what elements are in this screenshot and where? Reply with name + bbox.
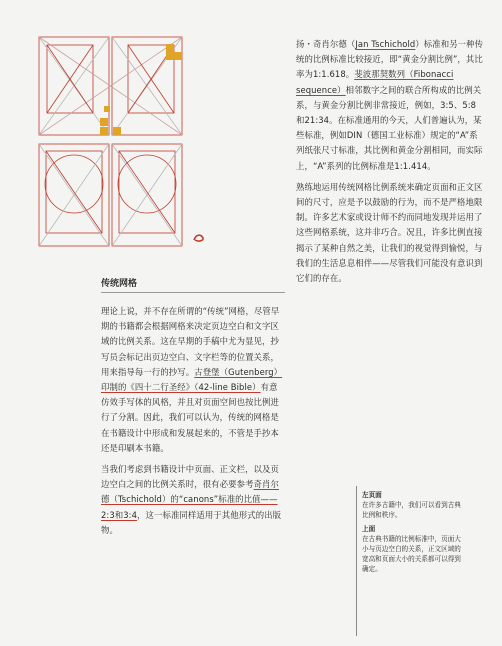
section-heading: 传统网格 <box>101 276 285 293</box>
caption-title-above: 上面 <box>362 525 376 533</box>
highlight-jan-tschichold: Jan Tschichold <box>355 39 416 49</box>
sidebar-caption <box>362 490 462 574</box>
right-text-column <box>296 37 484 286</box>
left-text-column <box>101 304 285 538</box>
right-paragraph-2: 熟练地运用传统网格比例系统来确定页面和正文区间的尺寸，应是予以鼓励的行为，而不是严格地限制。许多艺术家或设计师不约而同地发现并运用了这些网格系统，这并非巧合。况且，许多比例直接揭示了某种自然之美，让我们的视觉得到愉悦，与我们的生活息息相伴——尽管我们可能没有意识到它们的存在。 <box>296 181 483 284</box>
caption-text-above: 在古典书籍的比例标准中，页面大小与页边空白的关系，正文区域的宽高和页面大小的关系都可以得到确定。 <box>362 535 461 573</box>
highlight-fibonacci: 斐波那契数列（Fibonacci sequence） <box>296 69 454 95</box>
red-scribble-mark <box>192 233 206 243</box>
caption-title-left-page: 左页面 <box>362 491 382 499</box>
left-paragraph-1: 理论上说，并不存在所谓的“传统”网格，尽管早期的书籍都会根据网格来决定页边空白和文字区域的比例关系。这在早期的手稿中尤为显见，抄写员会标记出页边空白、文字栏等的位置关系，用来指导每一行的抄写。古登堡（Gutenberg）印制的《四十二行圣经》（42-line Bible）有意仿效手写体的风格，并且对页面空间也按比例进行了分割。因此，我们可以认为，传统的网格是在书籍设计中形成和发展起来的，不管是手抄本还是印刷本书籍。 <box>101 306 283 453</box>
highlight-gutenberg: 古登堡（Gutenberg）印制的《四十二行圣经》（42-line Bible） <box>101 366 283 393</box>
left-paragraph-2: 当我们考虑到书籍设计中页面、正文栏，以及页边空白之间的比例关系时，很有必要参考奇肖尔德（Tschichold）的“canons”标准的比值——2:3和3:4，这一标准同样适用于其他形式的出版物。 <box>101 464 282 535</box>
sidebar-divider <box>356 486 357 636</box>
canon-grid-illustration <box>38 36 184 248</box>
grid-diagrams <box>38 36 184 248</box>
caption-text-left-page: 在许多古籍中，我们可以看到古典比例和秩序。 <box>362 501 461 519</box>
highlight-canons: 奇肖尔德（Tschichold）的“canons”标准的比值——2:3和3:4 <box>101 479 279 520</box>
right-paragraph-1: 扬・奇肖尔德（Jan Tschichold）标准和另一种传统的比例标准比较接近，即“黄金分割比例”，其比率为1:1.618。斐波那契数列（Fibonacci sequence）相邻数字之间的联合所构成的比例关系，与黄金分割比例非常接近，例如，3:5、5:8和21:34。在标准通用的今天，人们普遍认为，某些标准，例如DIN（德国工业标准）规定的“A”系列纸张尺寸标准，其比例和黄金分割相同，而实际上，“A”系列的比例标准是1:1.414。 <box>296 39 484 171</box>
